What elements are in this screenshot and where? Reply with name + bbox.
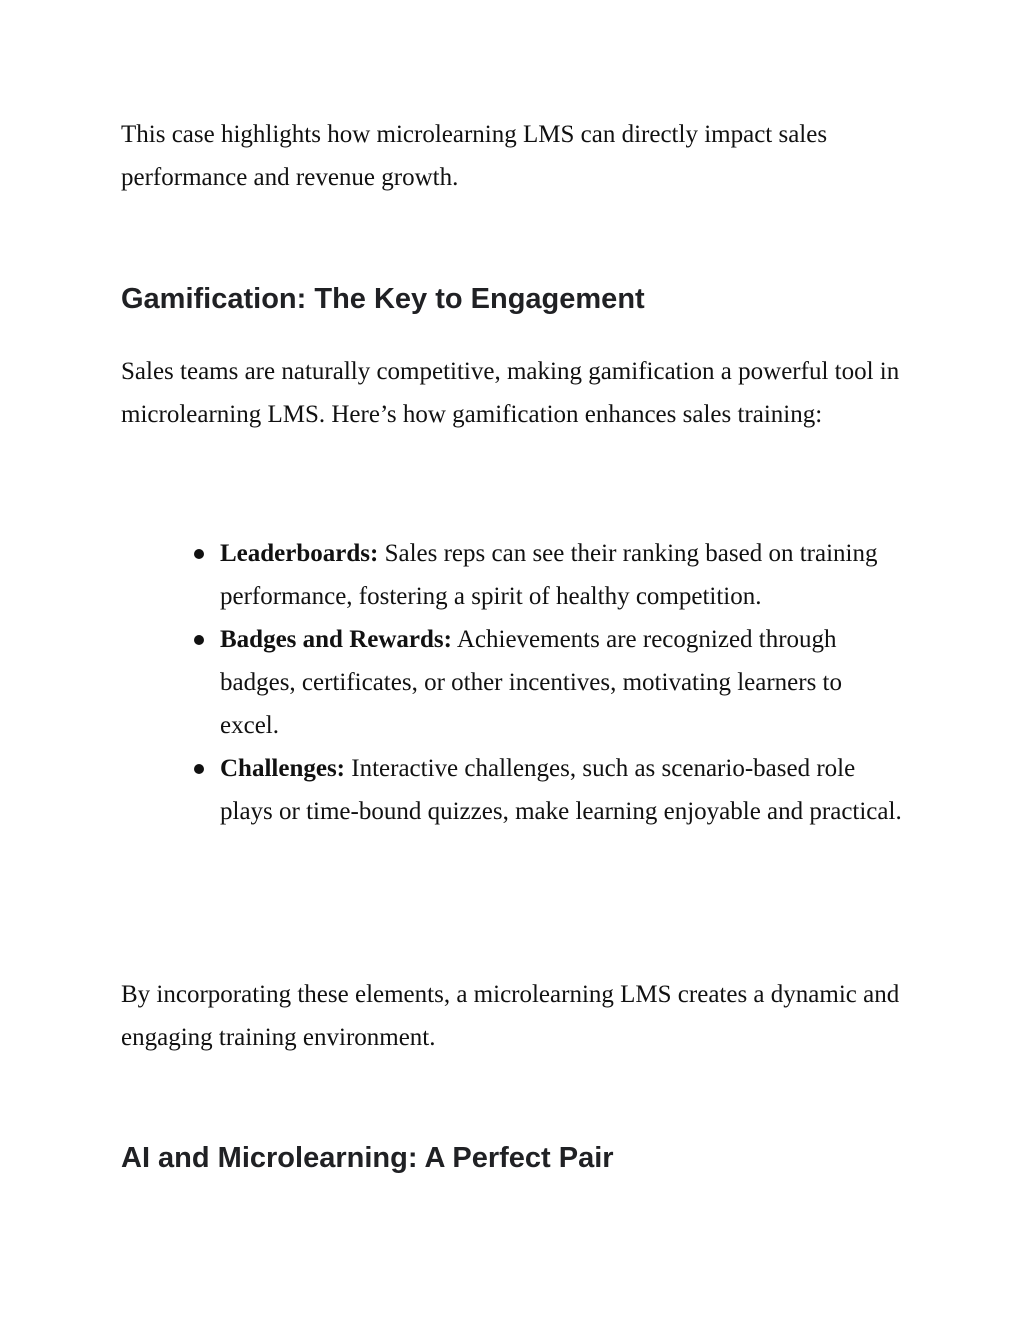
bullet-item-challenges [187,747,907,833]
bullet-dot-icon [194,764,204,774]
bullet-dot-icon [194,549,204,559]
bullet-item-badges-and-rewards [187,618,907,747]
gamification-intro-paragraph: Sales teams are naturally competitive, making gamification a powerful tool in microlearning LMS. Here’s how gamification enhances sales training: [121,358,900,428]
gamification-bullet-list [187,532,907,833]
bullet-term: Challenges: [220,755,345,782]
bullet-text: Sales reps can see their ranking based on training performance, fostering a spirit of healthy competition. [220,540,878,610]
intro-paragraph: This case highlights how microlearning LMS can directly impact sales performance and revenue growth. [121,121,828,191]
bullet-term: Leaderboards: [220,540,379,567]
bullet-text: Interactive challenges, such as scenario-based role plays or time-bound quizzes, make learning enjoyable and practical. [220,755,902,825]
bullet-term: Badges and Rewards: [220,626,452,653]
bullet-dot-icon [194,635,204,645]
section-heading-gamification: Gamification: The Key to Engagement [121,283,645,315]
gamification-closing-paragraph: By incorporating these elements, a microlearning LMS creates a dynamic and engaging training environment. [121,981,900,1051]
bullet-text: Achievements are recognized through badges, certificates, or other incentives, motivating learners to excel. [220,626,842,739]
bullet-item-leaderboards [187,532,907,618]
section-heading-ai-and-microlearning: AI and Microlearning: A Perfect Pair [121,1142,614,1174]
